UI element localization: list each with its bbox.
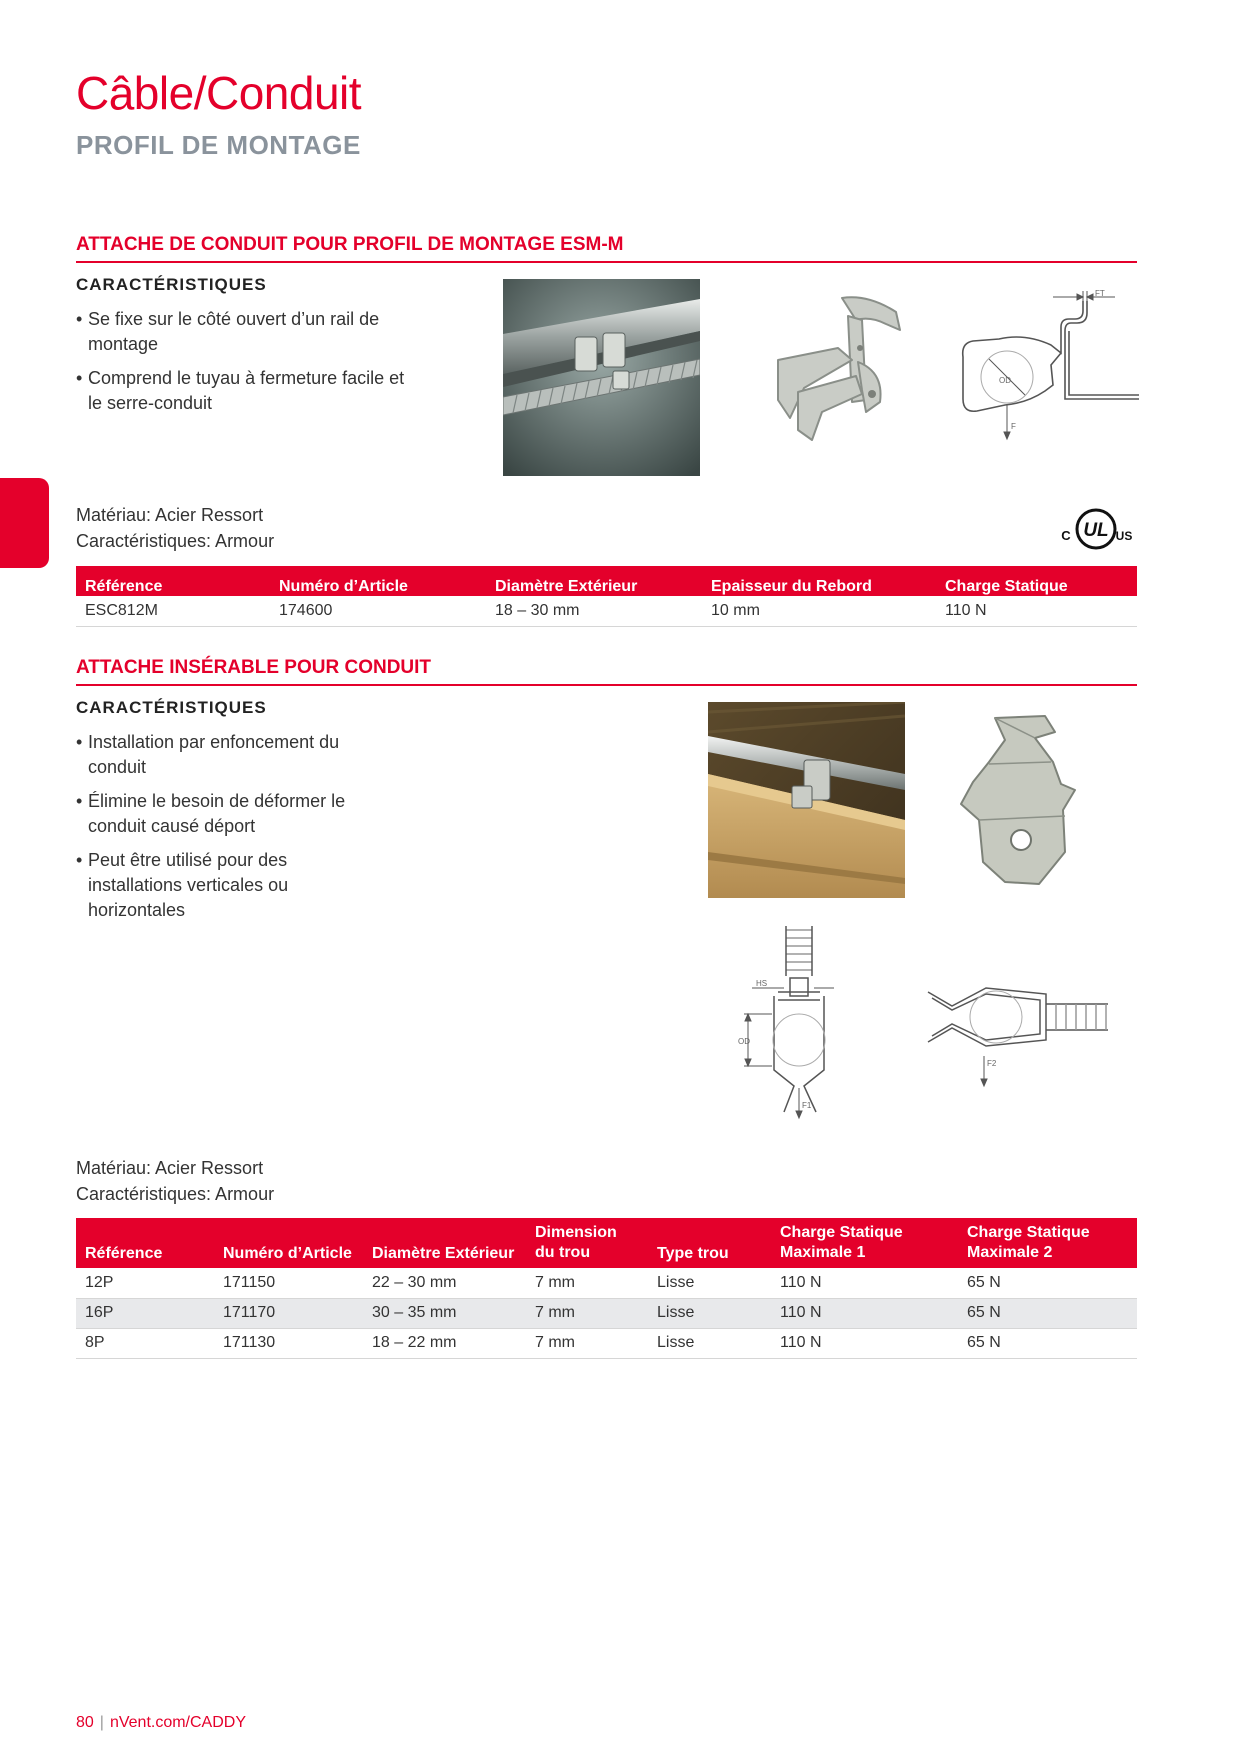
table-cell: 171170	[214, 1298, 363, 1328]
table-header-max-load-1: Charge Statique Maximale 1	[771, 1218, 958, 1268]
table-header-reference: Référence	[76, 566, 270, 596]
table-cell: 22 – 30 mm	[363, 1268, 526, 1298]
table-header-article: Numéro d’Article	[270, 566, 486, 596]
list-item: • Se fixe sur le côté ouvert d’un rail de montage	[76, 307, 406, 357]
section2-features-heading: CARACTÉRISTIQUES	[76, 698, 267, 717]
table-cell: 16P	[76, 1298, 214, 1328]
ul-logo-text: UL	[1083, 520, 1109, 541]
drawing-label-f: F	[1011, 422, 1016, 431]
section1-features-list	[76, 307, 406, 425]
section1-spec-table	[76, 566, 1137, 627]
table-cell: 110 N	[771, 1268, 958, 1298]
table-cell: 65 N	[958, 1328, 1137, 1358]
footer-site-link[interactable]: nVent.com/CADDY	[109, 1714, 247, 1731]
technical-drawing-2b	[922, 980, 1122, 1090]
table-cell: 8P	[76, 1328, 214, 1358]
table-cell: ESC812M	[76, 596, 270, 626]
section1-characteristics: Caractéristiques: Armour	[76, 531, 275, 551]
drawing-label-hs: HS	[756, 979, 768, 988]
table-header-outer-diameter: Diamètre Extérieur	[363, 1218, 526, 1268]
section2-features-list	[76, 730, 376, 932]
drawing-label-ft: FT	[1095, 289, 1105, 298]
table-cell: Lisse	[648, 1298, 771, 1328]
table-header-outer-diameter: Diamètre Extérieur	[486, 566, 702, 596]
table-cell: Lisse	[648, 1268, 771, 1298]
table-cell: 174600	[270, 596, 486, 626]
table-cell: 12P	[76, 1268, 214, 1298]
drawing-label-od: OD	[738, 1037, 750, 1046]
table-cell: 7 mm	[526, 1268, 648, 1298]
table-cell: 65 N	[958, 1298, 1137, 1328]
page-footer	[76, 1714, 246, 1732]
page-title: Câble/Conduit	[76, 67, 362, 119]
section2-spec-table	[76, 1218, 1137, 1359]
list-item: • Comprend le tuyau à fermeture facile et le serre-conduit	[76, 366, 406, 416]
table-cell: 110 N	[936, 596, 1137, 626]
culus-certification-logo	[1058, 508, 1134, 550]
table-cell: 18 – 22 mm	[363, 1328, 526, 1358]
table-cell: Lisse	[648, 1328, 771, 1358]
drawing-label-f1: F1	[802, 1101, 812, 1110]
table-row	[76, 1328, 1137, 1358]
table-cell: 7 mm	[526, 1328, 648, 1358]
table-header-hole-type: Type trou	[648, 1218, 771, 1268]
table-row	[76, 596, 1137, 626]
page-number: 80	[76, 1714, 94, 1731]
product-photo-clip	[738, 290, 913, 470]
page-subtitle: PROFIL DE MONTAGE	[76, 130, 361, 160]
table-cell: 18 – 30 mm	[486, 596, 702, 626]
section2-material: Matériau: Acier Ressort	[76, 1158, 264, 1178]
drawing-label-od: OD	[999, 376, 1011, 385]
list-item: • Élimine le besoin de déformer le conduit causé déport	[76, 789, 376, 839]
section1-meta	[76, 502, 274, 554]
footer-separator: |	[99, 1714, 104, 1731]
section1-title: ATTACHE DE CONDUIT POUR PROFIL DE MONTAGE ESM-M	[76, 234, 1137, 263]
table-header-flange-thickness: Epaisseur du Rebord	[702, 566, 936, 596]
table-cell: 7 mm	[526, 1298, 648, 1328]
table-cell: 30 – 35 mm	[363, 1298, 526, 1328]
table-cell: 10 mm	[702, 596, 936, 626]
table-cell: 110 N	[771, 1328, 958, 1358]
table-header-static-load: Charge Statique	[936, 566, 1137, 596]
table-header-max-load-2: Charge Statique Maximale 2	[958, 1218, 1137, 1268]
list-item: • Peut être utilisé pour des installations verticales ou horizontales	[76, 848, 376, 923]
table-cell: 65 N	[958, 1268, 1137, 1298]
ul-logo-us: US	[1115, 529, 1133, 543]
table-cell: 110 N	[771, 1298, 958, 1328]
section1-material: Matériau: Acier Ressort	[76, 505, 264, 525]
table-cell: 171130	[214, 1328, 363, 1358]
product-photo-rail-clip	[503, 279, 700, 476]
table-header-hole-dimension: Dimension du trou	[526, 1218, 648, 1268]
product-photo-push-clip	[955, 712, 1085, 890]
chapter-tab	[0, 478, 49, 568]
technical-drawing-2a	[738, 922, 848, 1122]
table-cell: 171150	[214, 1268, 363, 1298]
table-header-reference: Référence	[76, 1218, 214, 1268]
section2-meta	[76, 1155, 274, 1207]
table-row	[76, 1298, 1137, 1328]
table-header-article: Numéro d’Article	[214, 1218, 363, 1268]
section2-characteristics: Caractéristiques: Armour	[76, 1184, 275, 1204]
drawing-label-f2: F2	[987, 1059, 997, 1068]
section2-title: ATTACHE INSÉRABLE POUR CONDUIT	[76, 657, 1137, 686]
product-photo-beam-clip	[708, 702, 905, 898]
list-item: • Installation par enfoncement du conduit	[76, 730, 376, 780]
ul-logo-c: C	[1061, 528, 1071, 543]
technical-drawing-1	[945, 287, 1140, 447]
section1-features-heading: CARACTÉRISTIQUES	[76, 275, 267, 294]
table-row	[76, 1268, 1137, 1298]
